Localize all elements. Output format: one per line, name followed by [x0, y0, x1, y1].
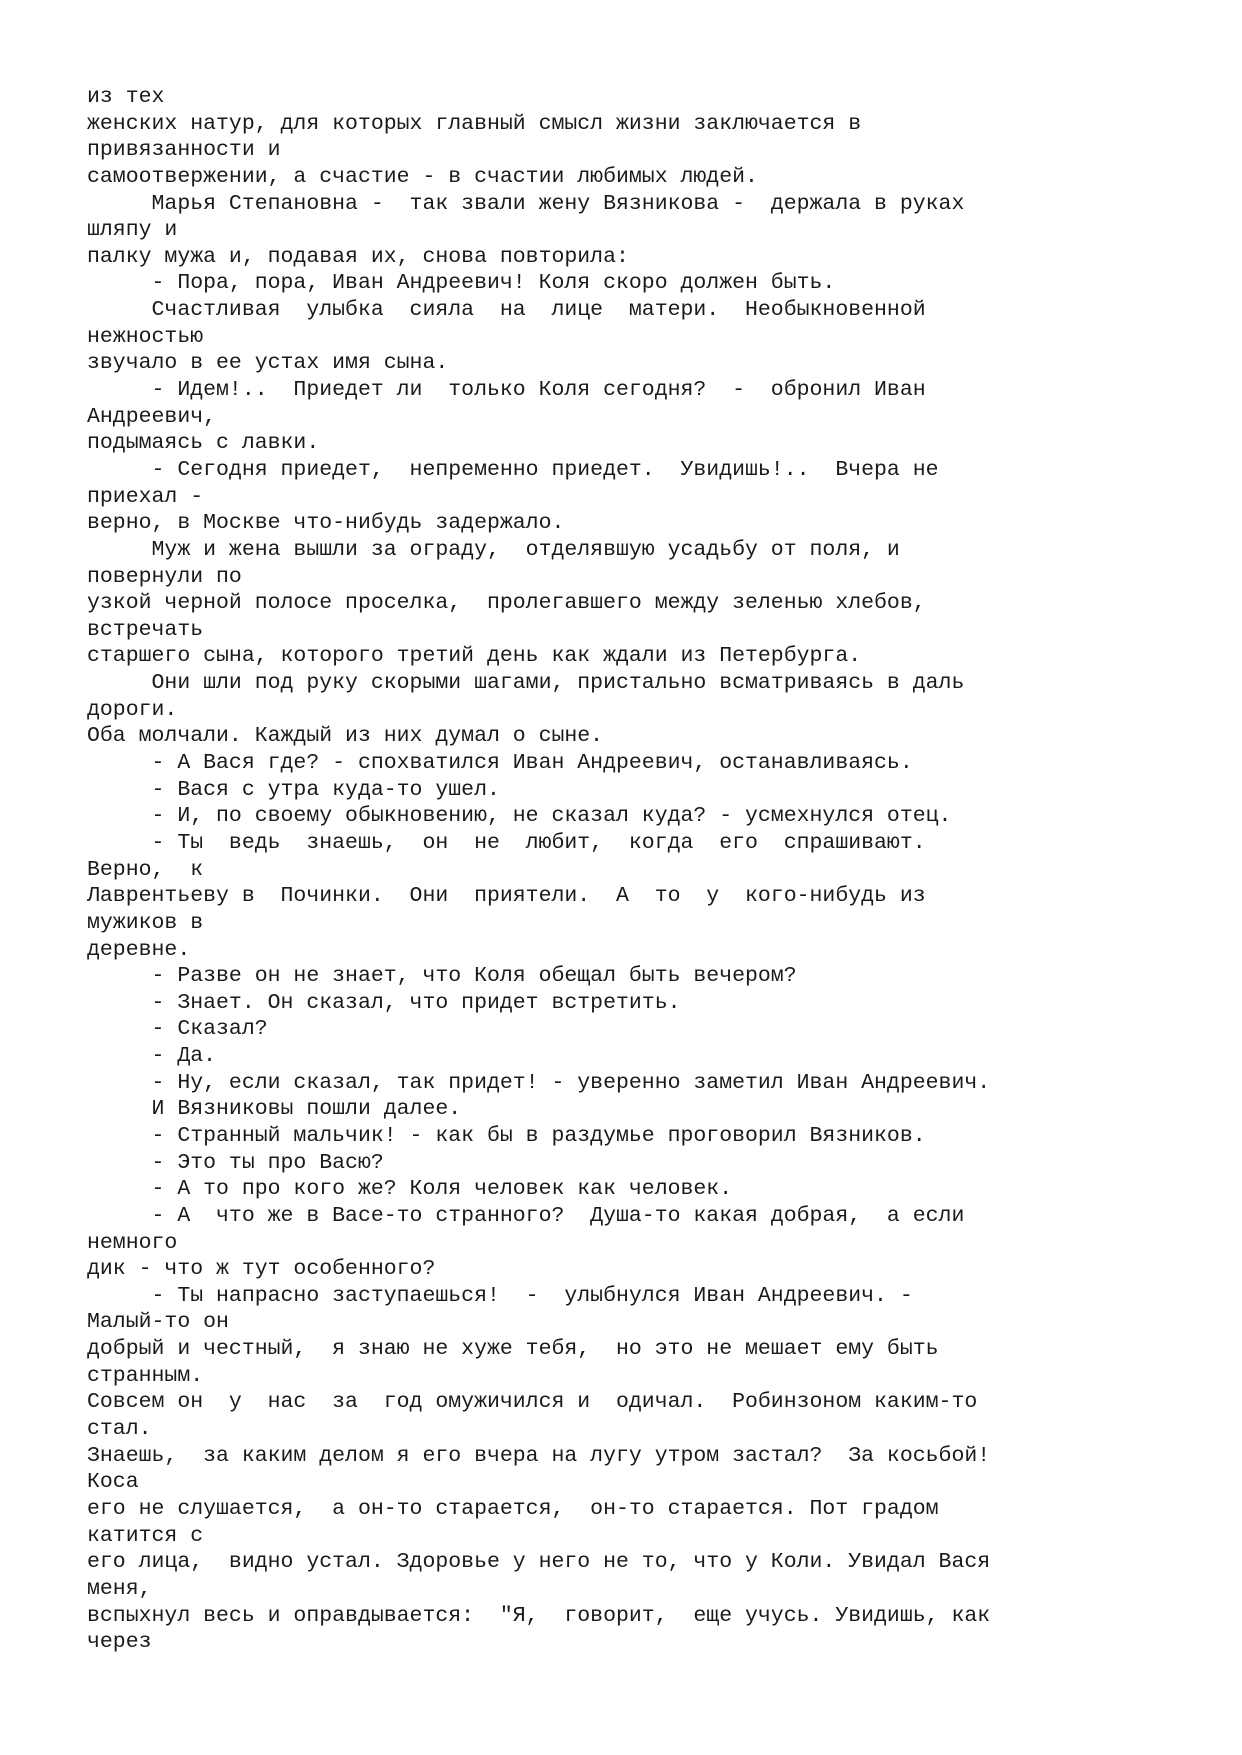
text-line: - Сегодня приедет, непременно приедет. Увидишь!.. Вчера не — [87, 457, 939, 482]
text-line: нежностью — [87, 324, 204, 349]
text-line: Марья Степановна - так звали жену Вязникова - держала в руках — [87, 191, 965, 216]
text-line: подымаясь с лавки. — [87, 431, 320, 456]
text-line: вспыхнул весь и оправдывается: "Я, говорит, еще учусь. Увидишь, как — [87, 1603, 991, 1628]
text-line: самоотвержении, а счастие - в счастии любимых людей. — [87, 164, 758, 189]
text-line: Муж и жена вышли за ограду, отделявшую усадьбу от поля, и — [87, 537, 900, 562]
text-line: встречать — [87, 617, 204, 642]
text-line: катится с — [87, 1523, 204, 1548]
text-line: повернули по — [87, 564, 242, 589]
text-line: Знаешь, за каким делом я его вчера на лугу утром застал? За косьбой! — [87, 1443, 991, 1468]
text-line: его не слушается, а он-то старается, он-то старается. Пот градом — [87, 1496, 939, 1521]
text-line: деревне. — [87, 937, 191, 962]
text-line: - Ты напрасно заступаешься! - улыбнулся Иван Андреевич. - — [87, 1283, 913, 1308]
text-line: - И, по своему обыкновению, не сказал куда? - усмехнулся отец. — [87, 804, 952, 829]
text-line: странным. — [87, 1363, 204, 1388]
text-line: Совсем он у нас за год омужичился и одичал. Робинзоном каким-то — [87, 1390, 978, 1415]
text-line: Оба молчали. Каждый из них думал о сыне. — [87, 724, 604, 749]
text-line: - Знает. Он сказал, что придет встретить. — [87, 990, 681, 1015]
text-line: старшего сына, которого третий день как ждали из Петербурга. — [87, 644, 862, 669]
text-line: Коса — [87, 1470, 139, 1495]
text-line: - Ну, если сказал, так придет! - уверенно заметил Иван Андреевич. — [87, 1070, 991, 1095]
text-line: Верно, к — [87, 857, 204, 882]
text-line: И Вязниковы пошли далее. — [87, 1097, 462, 1122]
text-line: немного — [87, 1230, 178, 1255]
text-line: через — [87, 1630, 152, 1655]
text-line: - Странный мальчик! - как бы в раздумье проговорил Вязников. — [87, 1123, 926, 1148]
text-line: дик - что ж тут особенного? — [87, 1257, 436, 1282]
text-line: шляпу и — [87, 218, 178, 243]
text-line: Малый-то он — [87, 1310, 229, 1335]
text-line: привязанности и — [87, 138, 281, 163]
text-line: Лаврентьеву в Починки. Они приятели. А то у кого-нибудь из — [87, 884, 926, 909]
text-line: Андреевич, — [87, 404, 217, 429]
text-line: - Пора, пора, Иван Андреевич! Коля скоро должен быть. — [87, 271, 836, 296]
text-line: - Идем!.. Приедет ли только Коля сегодня? - обронил Иван — [87, 378, 926, 403]
text-line: - А то про кого же? Коля человек как человек. — [87, 1177, 733, 1202]
text-line: - Сказал? — [87, 1017, 268, 1042]
text-line: - Это ты про Васю? — [87, 1150, 384, 1175]
text-line: верно, в Москве что-нибудь задержало. — [87, 511, 565, 536]
text-line: меня, — [87, 1576, 152, 1601]
text-line: - А что же в Васе-то странного? Душа-то какая добрая, а если — [87, 1203, 965, 1228]
text-line: - Да. — [87, 1044, 217, 1069]
text-body — [87, 84, 1207, 1656]
text-line: мужиков в — [87, 910, 204, 935]
text-line: - А Вася где? - спохватился Иван Андреевич, останавливаясь. — [87, 751, 913, 776]
text-line: женских натур, для которых главный смысл жизни заключается в — [87, 111, 862, 136]
text-line: из тех — [87, 85, 165, 109]
text-line: палку мужа и, подавая их, снова повторила: — [87, 244, 629, 269]
text-line: Счастливая улыбка сияла на лице матери. Необыкновенной — [87, 298, 926, 323]
text-line: узкой черной полосе проселка, пролегавшего между зеленью хлебов, — [87, 591, 926, 616]
text-line: стал. — [87, 1417, 152, 1442]
text-line: Они шли под руку скорыми шагами, пристально всматриваясь в даль — [87, 671, 965, 696]
text-line: дороги. — [87, 697, 178, 722]
text-line: - Разве он не знает, что Коля обещал быть вечером? — [87, 964, 797, 989]
text-line: - Ты ведь знаешь, он не любит, когда его спрашивают. — [87, 830, 926, 855]
text-line: - Вася с утра куда-то ушел. — [87, 777, 500, 802]
text-line: его лица, видно устал. Здоровье у него не то, что у Коли. Увидал Вася — [87, 1550, 991, 1575]
text-line: приехал - — [87, 484, 204, 509]
text-line: звучало в ее устах имя сына. — [87, 351, 449, 376]
text-line: добрый и честный, я знаю не хуже тебя, но это не мешает ему быть — [87, 1337, 939, 1362]
